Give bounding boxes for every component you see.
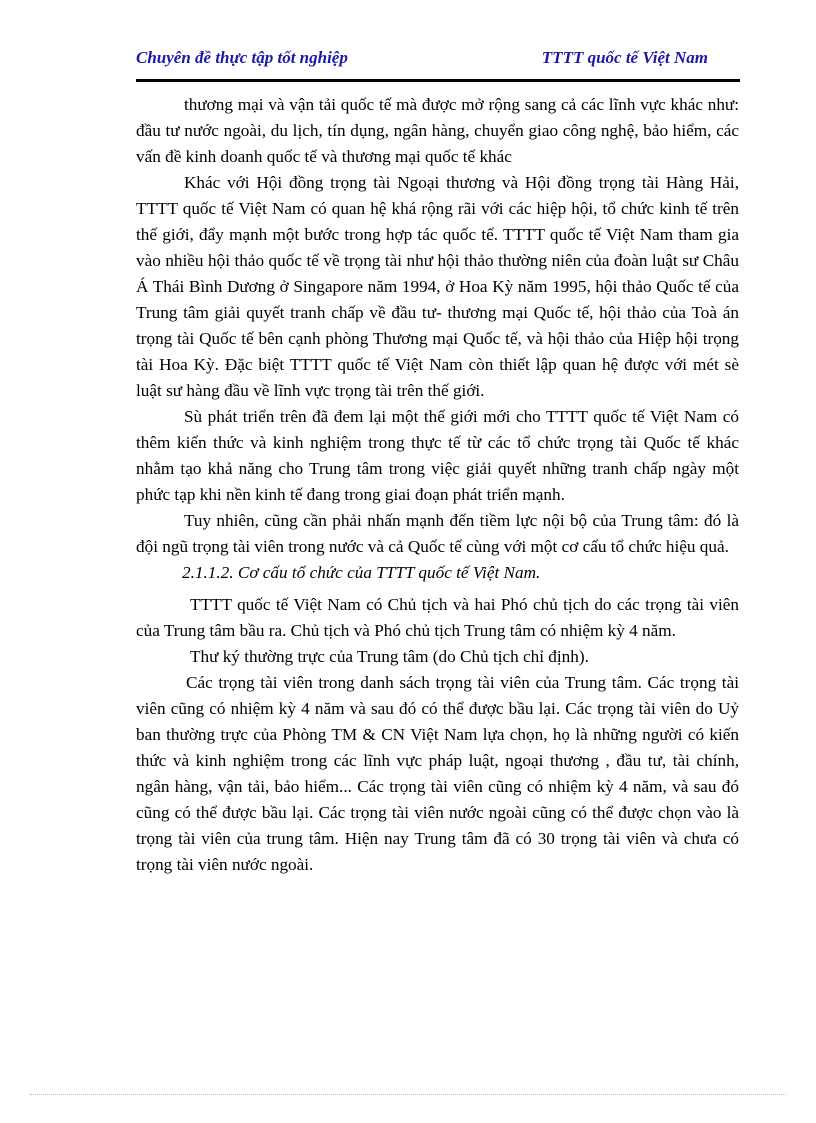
paragraph-4: Tuy nhiên, cũng cần phải nhấn mạnh đến tiềm lực nội bộ của Trung tâm: đó là đội ngũ trọng tài viên trong nước và cả Quốc tế cùng với một cơ cấu tổ chức hiệu quả.: [136, 511, 739, 556]
header-right-title: TTTT quốc tế Việt Nam: [541, 48, 708, 67]
section-subheading: 2.1.1.2. Cơ cấu tổ chức của TTTT quốc tế Việt Nam.: [182, 563, 541, 582]
page-header: [136, 46, 738, 74]
footer-divider: [30, 1094, 786, 1095]
paragraph-7: Các trọng tài viên trong danh sách trọng tài viên của Trung tâm. Các trọng tài viên cũng có nhiệm kỳ 4 năm và sau đó có thể được bầu lại. Các trọng tài viên do Uỷ ban thường trực của Phòng TM & CN Việt Nam lựa chọn, họ là những người có kiến thức và kinh nghiệm trong các lĩnh vực pháp luật, ngoại thương , đầu tư, tài chính, ngân hàng, vận tải, bảo hiểm... Các trọng tài viên cũng có nhiệm kỳ 4 năm, và sau đó cũng có thể được bầu lại. Các trọng tài viên nước ngoài cũng có thể được chọn vào là trọng tài viên của trung tâm. Hiện nay Trung tâm đã có 30 trọng tài viên và chưa có trọng tài viên nước ngoài.: [136, 673, 739, 874]
header-left-title: Chuyên đề thực tập tốt nghiệp: [136, 48, 348, 67]
paragraph-3: Sù phát triển trên đã đem lại một thế giới mới cho TTTT quốc tế Việt Nam có thêm kiến thức và kinh nghiệm trong thực tế từ các tổ chức trọng tài Quốc tế khác nhằm tạo khả năng cho Trung tâm trong việc giải quyết những tranh chấp ngày một phức tạp khi nền kinh tế đang trong giai đoạn phát triển mạnh.: [136, 407, 739, 504]
paragraph-6: Thư ký thường trực của Trung tâm (do Chủ tịch chỉ định).: [190, 647, 589, 666]
paragraph-2: Khác với Hội đồng trọng tài Ngoại thương và Hội đồng trọng tài Hàng Hải, TTTT quốc tế Việt Nam có quan hệ khá rộng rãi với các hiệp hội, tổ chức kinh tế trên thế giới, đẩy mạnh một bước trong hợp tác quốc tế. TTTT quốc tế Việt Nam tham gia vào nhiều hội thảo quốc tế về trọng tài như hội thảo thường niên của đoàn luật sư Châu Á Thái Bình Dương ở Singapore năm 1994, ở Hoa Kỳ năm 1995, hội thảo Quốc tế của Trung tâm giải quyết tranh chấp về đầu tư- thương mại Quốc tế, hội thảo của Toà án trọng tài Quốc tế bên cạnh phòng Thương mại Quốc tế, và hội thảo của Hiệp hội trọng tài Hoa Kỳ. Đặc biệt TTTT quốc tế Việt Nam còn thiết lập quan hệ được với mét sè luật sư hàng đầu về lĩnh vực trọng tài trên thế giới.: [136, 173, 739, 400]
document-body: [136, 92, 739, 878]
paragraph-5: TTTT quốc tế Việt Nam có Chủ tịch và hai Phó chủ tịch do các trọng tài viên của Trung tâm bầu ra. Chủ tịch và Phó chủ tịch Trung tâm có nhiệm kỳ 4 năm.: [136, 595, 739, 640]
header-divider: [136, 79, 740, 82]
paragraph-1: thương mại và vận tải quốc tế mà được mở rộng sang cả các lĩnh vực khác như: đầu tư nước ngoài, du lịch, tín dụng, ngân hàng, chuyển giao công nghệ, bảo hiểm, các vấn đề kinh doanh quốc tế và thương mại quốc tế khác: [136, 95, 739, 166]
